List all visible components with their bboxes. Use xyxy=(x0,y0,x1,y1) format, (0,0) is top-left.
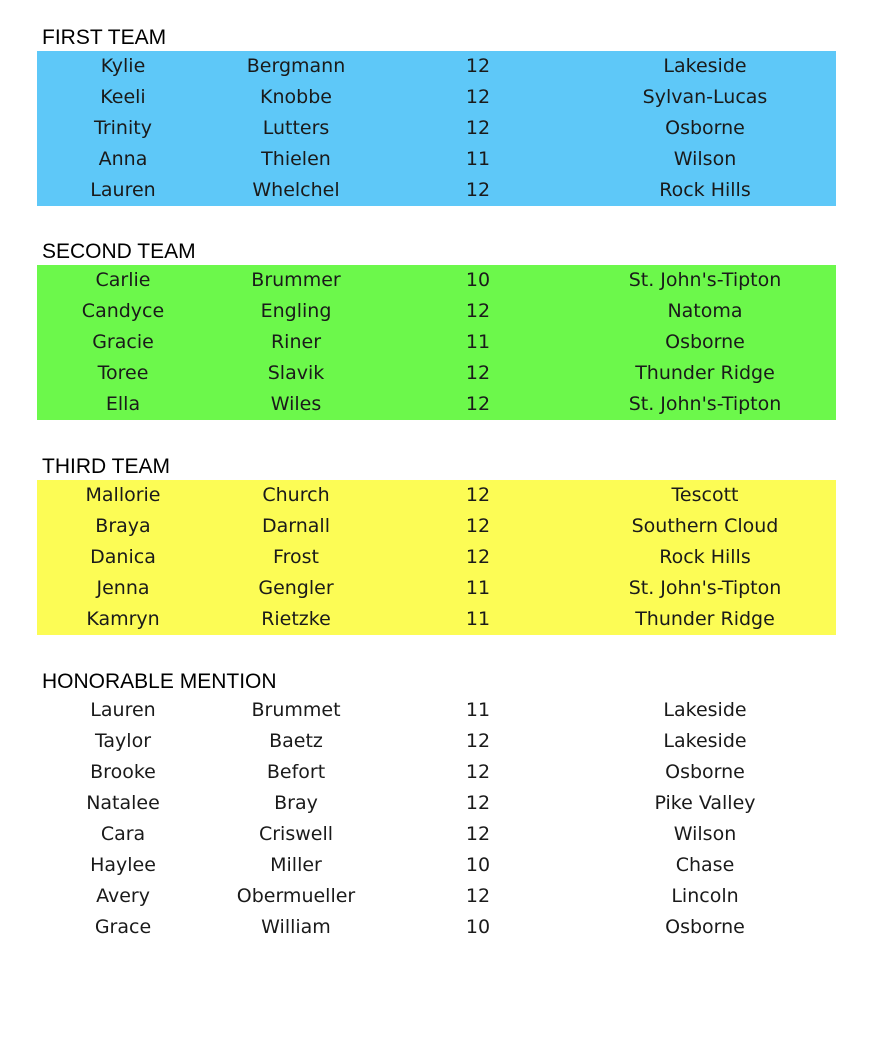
last-name-cell: Church xyxy=(262,484,330,506)
last-name-cell: Gengler xyxy=(258,577,334,599)
table-row xyxy=(37,327,836,358)
last-name-cell: Darnall xyxy=(262,515,330,537)
table-row xyxy=(37,757,836,788)
first-name-cell: Kylie xyxy=(100,55,146,77)
last-name-cell: Rietzke xyxy=(261,608,331,630)
last-name-cell: Bray xyxy=(274,792,318,814)
school-cell: Southern Cloud xyxy=(631,515,779,537)
table-row xyxy=(37,542,836,573)
last-name-cell: Riner xyxy=(270,331,322,353)
first-name-cell: Carlie xyxy=(95,269,151,291)
first-name-cell: Lauren xyxy=(90,699,156,721)
school-cell: Rock Hills xyxy=(659,179,751,201)
section-title: SECOND TEAM xyxy=(42,240,196,263)
grade-cell: 12 xyxy=(465,393,491,415)
school-cell: Lakeside xyxy=(663,55,747,77)
grade-cell: 11 xyxy=(465,331,491,353)
last-name-cell: Lutters xyxy=(262,117,330,139)
last-name-cell: Thielen xyxy=(261,148,331,170)
last-name-cell: Brummer xyxy=(251,269,341,291)
first-name-cell: Keeli xyxy=(100,86,146,108)
school-cell: Natoma xyxy=(667,300,743,322)
first-name-cell: Anna xyxy=(98,148,148,170)
table-row xyxy=(37,819,836,850)
table-row xyxy=(37,358,836,389)
table-row xyxy=(37,511,836,542)
first-name-cell: Jenna xyxy=(96,577,150,599)
school-cell: Osborne xyxy=(665,117,745,139)
grade-cell: 12 xyxy=(465,885,491,907)
table-row xyxy=(37,296,836,327)
grade-cell: 12 xyxy=(465,86,491,108)
first-name-cell: Danica xyxy=(90,546,156,568)
grade-cell: 10 xyxy=(465,854,491,876)
first-name-cell: Haylee xyxy=(90,854,156,876)
table-row xyxy=(37,604,836,635)
first-name-cell: Lauren xyxy=(90,179,156,201)
first-name-cell: Kamryn xyxy=(86,608,160,630)
last-name-cell: Criswell xyxy=(258,823,334,845)
last-name-cell: Bergmann xyxy=(246,55,346,77)
grade-cell: 10 xyxy=(465,916,491,938)
first-team-table xyxy=(37,51,836,206)
first-name-cell: Natalee xyxy=(86,792,160,814)
last-name-cell: Engling xyxy=(260,300,332,322)
first-name-cell: Grace xyxy=(94,916,152,938)
last-name-cell: Wiles xyxy=(270,393,322,415)
table-row xyxy=(37,573,836,604)
school-cell: Osborne xyxy=(665,916,745,938)
school-cell: Lincoln xyxy=(671,885,739,907)
grade-cell: 10 xyxy=(465,269,491,291)
school-cell: Chase xyxy=(675,854,735,876)
table-row xyxy=(37,480,836,511)
table-row xyxy=(37,788,836,819)
first-name-cell: Toree xyxy=(97,362,149,384)
school-cell: Tescott xyxy=(671,484,739,506)
school-cell: Wilson xyxy=(673,823,737,845)
table-row xyxy=(37,695,836,726)
grade-cell: 12 xyxy=(465,823,491,845)
school-cell: Wilson xyxy=(673,148,737,170)
school-cell: St. John's-Tipton xyxy=(628,577,782,599)
grade-cell: 12 xyxy=(465,484,491,506)
table-row xyxy=(37,265,836,296)
table-row xyxy=(37,51,836,82)
last-name-cell: William xyxy=(261,916,331,938)
last-name-cell: Befort xyxy=(266,761,326,783)
first-name-cell: Avery xyxy=(96,885,150,907)
grade-cell: 12 xyxy=(465,546,491,568)
grade-cell: 12 xyxy=(465,792,491,814)
grade-cell: 11 xyxy=(465,699,491,721)
section-title: THIRD TEAM xyxy=(42,455,170,478)
first-name-cell: Taylor xyxy=(94,730,152,752)
grade-cell: 12 xyxy=(465,300,491,322)
last-name-cell: Frost xyxy=(273,546,319,568)
first-name-cell: Cara xyxy=(100,823,146,845)
grade-cell: 12 xyxy=(465,515,491,537)
table-row xyxy=(37,82,836,113)
section-title: FIRST TEAM xyxy=(42,26,167,49)
grade-cell: 12 xyxy=(465,761,491,783)
school-cell: Pike Valley xyxy=(654,792,756,814)
school-cell: Lakeside xyxy=(663,699,747,721)
section-title: HONORABLE MENTION xyxy=(42,670,277,693)
last-name-cell: Slavik xyxy=(267,362,325,384)
first-name-cell: Brooke xyxy=(90,761,156,783)
table-row xyxy=(37,726,836,757)
grade-cell: 11 xyxy=(465,148,491,170)
first-name-cell: Candyce xyxy=(81,300,165,322)
school-cell: St. John's-Tipton xyxy=(628,393,782,415)
grade-cell: 12 xyxy=(465,730,491,752)
second-team-table xyxy=(37,265,836,420)
grade-cell: 12 xyxy=(465,117,491,139)
school-cell: Rock Hills xyxy=(659,546,751,568)
last-name-cell: Baetz xyxy=(269,730,323,752)
third-team-table xyxy=(37,480,836,635)
grade-cell: 12 xyxy=(465,179,491,201)
table-row xyxy=(37,113,836,144)
first-name-cell: Trinity xyxy=(94,117,152,139)
school-cell: Lakeside xyxy=(663,730,747,752)
school-cell: Osborne xyxy=(665,331,745,353)
school-cell: Osborne xyxy=(665,761,745,783)
school-cell: St. John's-Tipton xyxy=(628,269,782,291)
table-row xyxy=(37,881,836,912)
first-name-cell: Braya xyxy=(95,515,151,537)
honorable-mention-table xyxy=(37,695,836,943)
last-name-cell: Knobbe xyxy=(260,86,332,108)
school-cell: Sylvan-Lucas xyxy=(642,86,768,108)
last-name-cell: Obermueller xyxy=(236,885,356,907)
grade-cell: 11 xyxy=(465,577,491,599)
last-name-cell: Whelchel xyxy=(252,179,340,201)
table-row xyxy=(37,389,836,420)
school-cell: Thunder Ridge xyxy=(635,362,775,384)
table-row xyxy=(37,144,836,175)
grade-cell: 11 xyxy=(465,608,491,630)
grade-cell: 12 xyxy=(465,55,491,77)
table-row xyxy=(37,175,836,206)
school-cell: Thunder Ridge xyxy=(635,608,775,630)
last-name-cell: Miller xyxy=(270,854,322,876)
first-name-cell: Ella xyxy=(105,393,141,415)
table-row xyxy=(37,850,836,881)
table-row xyxy=(37,912,836,943)
grade-cell: 12 xyxy=(465,362,491,384)
first-name-cell: Mallorie xyxy=(85,484,161,506)
first-name-cell: Gracie xyxy=(92,331,154,353)
last-name-cell: Brummet xyxy=(251,699,341,721)
